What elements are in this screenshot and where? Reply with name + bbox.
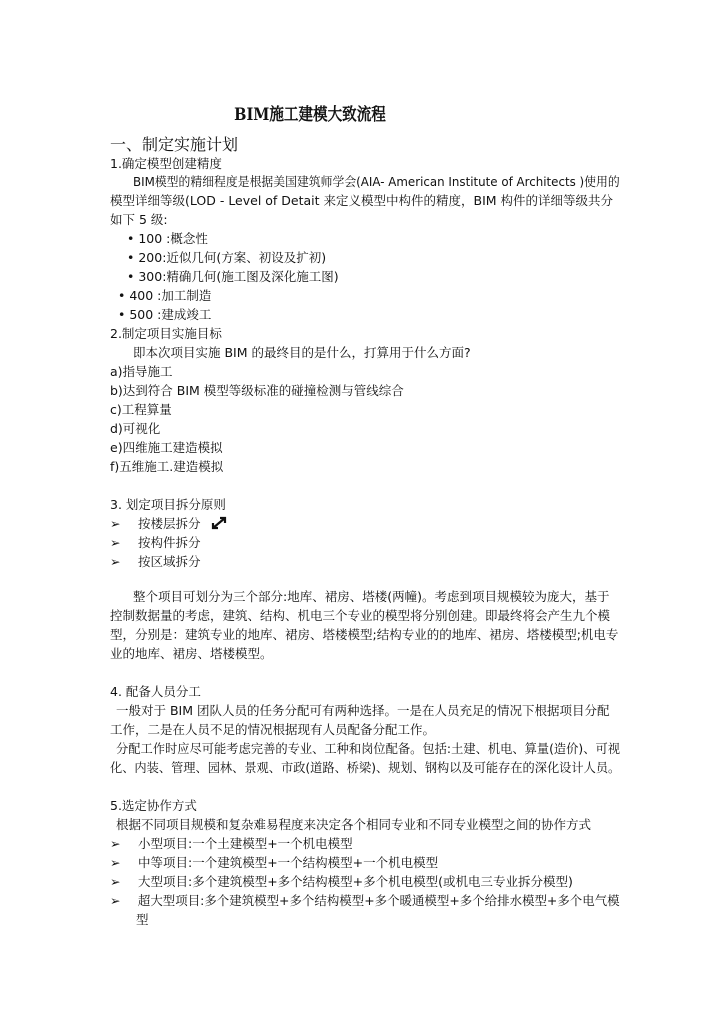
bullet-text: 中等项目:一个建筑模型+一个结构模型+一个机电模型 (138, 855, 439, 870)
arrow-bullet-icon: ➢ (110, 535, 121, 550)
goal-item: e)四维施工建造模拟 (110, 440, 223, 455)
bullet-item (110, 515, 227, 534)
paragraph-line: BIM模型的精细程度是根据美国建筑师学会(AIA- American Institute of Architects )使用的 (133, 174, 620, 189)
paragraph-line: 如下 5 级: (110, 212, 168, 227)
subsection-heading-3: 3. 划定项目拆分原则 (110, 497, 226, 512)
subsection-heading-1: 1.确定模型创建精度 (110, 156, 222, 171)
arrow-bullet-icon: ➢ (110, 554, 121, 569)
goal-item: f)五维施工.建造模拟 (110, 459, 224, 474)
arrow-bullet-icon: ➢ (110, 516, 121, 531)
paragraph-line: 控制数据量的考虑，建筑、结构、机电三个专业的模型将分别创建。即最终将会产生九个模 (110, 608, 611, 623)
goal-item: c)工程算量 (110, 402, 172, 417)
bullet-text: 小型项目:一个土建模型+一个机电模型 (138, 836, 353, 851)
arrow-bullet-icon: ➢ (110, 893, 121, 908)
bullet-continuation: 型 (136, 912, 149, 927)
lod-level-item: • 200:近似几何(方案、初设及扩初) (127, 250, 327, 265)
paragraph-line: 整个项目可划分为三个部分:地库、裙房、塔楼(两幢)。考虑到项目规模较为庞大，基于 (133, 589, 610, 604)
lod-level-item: • 100 :概念性 (127, 231, 208, 246)
goal-item: d)可视化 (110, 421, 161, 436)
arrow-bullet-icon: ➢ (110, 855, 121, 870)
bullet-item (110, 835, 353, 852)
paragraph-line: 根据不同项目规模和复杂难易程度来决定各个相同专业和不同专业模型之间的协作方式 (116, 817, 592, 832)
section-heading: 一、制定实施计划 (110, 135, 239, 154)
bullet-item (110, 854, 438, 871)
bullet-item (110, 553, 201, 570)
paragraph-line: 业的地库、裙房、塔楼模型。 (110, 646, 273, 661)
subsection-heading-2: 2.制定项目实施目标 (110, 326, 222, 341)
page-title: BIM施工建模大致流程 (234, 105, 386, 125)
bullet-item (110, 534, 201, 551)
paragraph-line: 一般对于 BIM 团队人员的任务分配可有两种选择。一是在人员充足的情况下根据项目分配 (116, 703, 610, 718)
resize-arrow-icon[interactable] (211, 516, 227, 534)
subsection-heading-5: 5.选定协作方式 (110, 798, 197, 813)
lod-level-item: • 500 :建成竣工 (118, 307, 212, 322)
bullet-text: 超大型项目:多个建筑模型+多个结构模型+多个暖通模型+多个给排水模型+多个电气模 (137, 893, 620, 908)
bullet-item (110, 873, 573, 890)
bullet-text: 大型项目:多个建筑模型+多个结构模型+多个机电模型(或机电三专业拆分模型) (138, 874, 573, 889)
bullet-text: 按楼层拆分 (138, 516, 201, 531)
paragraph-line: 模型详细等级(LOD - Level of Detait 来定义模型中构件的精度，BIM 构件的详细等级共分 (110, 193, 614, 208)
lod-level-item: • 300:精确几何(施工图及深化施工图) (127, 269, 339, 284)
paragraph-line: 工作，二是在人员不足的情况根据现有人员配备分配工作。 (110, 722, 436, 737)
goal-item: b)达到符合 BIM 模型等级标准的碰撞检测与管线综合 (110, 383, 404, 398)
paragraph-line: 型，分别是：建筑专业的地库、裙房、塔楼模型;结构专业的的地库、裙房、塔楼模型;机电专 (110, 627, 619, 642)
bullet-text: 按构件拆分 (138, 535, 201, 550)
subsection-heading-4: 4. 配备人员分工 (110, 684, 201, 699)
lod-level-item: • 400 :加工制造 (118, 288, 212, 303)
paragraph-line: 即本次项目实施 BIM 的最终目的是什么，打算用于什么方面? (133, 345, 471, 360)
bullet-item (110, 892, 620, 909)
paragraph-line: 化、内装、管理、园林、景观、市政(道路、桥梁)、规划、钢构以及可能存在的深化设计人员。 (110, 760, 621, 775)
bullet-text: 按区域拆分 (138, 554, 201, 569)
paragraph-line: 分配工作时应尽可能考虑完善的专业、工种和岗位配备。包括:土建、机电、算量(造价)、可视 (116, 741, 620, 756)
arrow-bullet-icon: ➢ (110, 874, 121, 889)
arrow-bullet-icon: ➢ (110, 836, 121, 851)
goal-item: a)指导施工 (110, 364, 173, 379)
